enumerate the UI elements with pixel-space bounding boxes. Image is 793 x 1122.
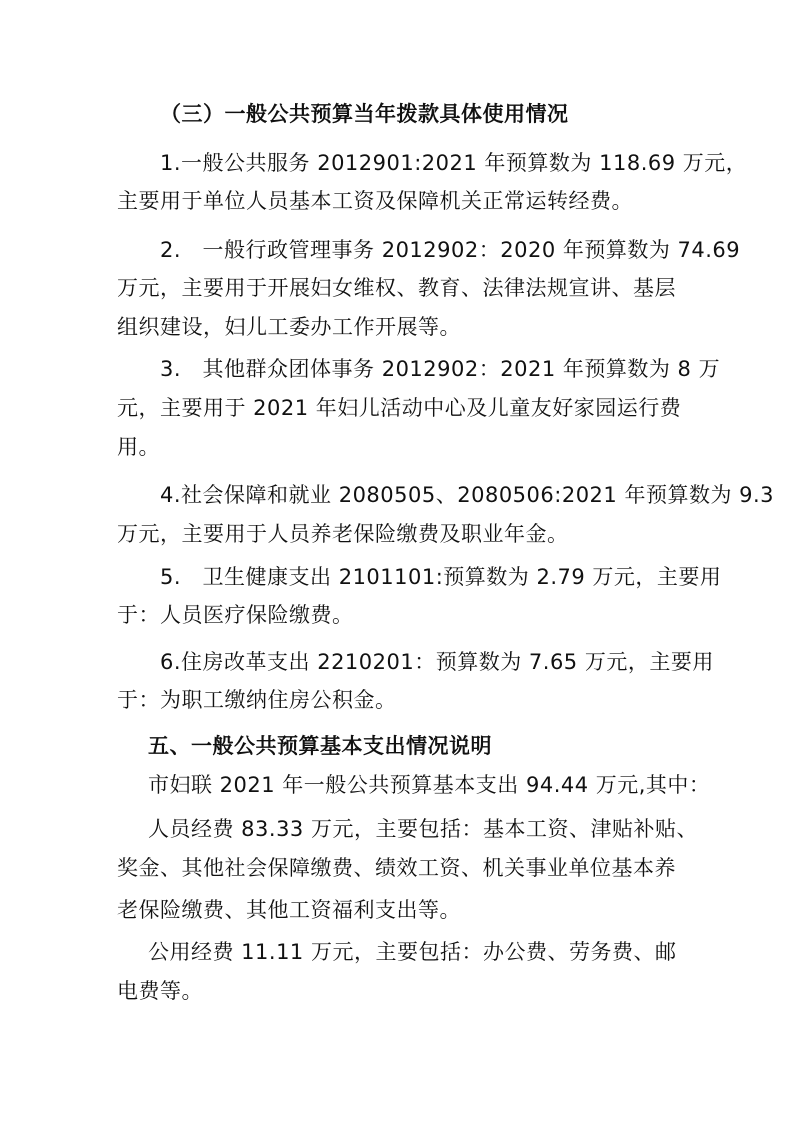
item-2-line-1: 2. 一般行政管理事务 2012902：2020 年预算数为 74.69: [160, 238, 741, 262]
item-2-line-2: 万元，主要用于开展妇女维权、教育、法律法规宣讲、基层: [117, 276, 676, 300]
item-2-line-3: 组织建设，妇儿工委办工作开展等。: [117, 315, 461, 339]
personnel-cost-line-2: 奖金、其他社会保障缴费、绩效工资、机关事业单位基本养: [117, 856, 676, 880]
item-4-line-2: 万元，主要用于人员养老保险缴费及职业年金。: [117, 522, 569, 546]
item-1-line-2: 主要用于单位人员基本工资及保障机关正常运转经费。: [117, 189, 633, 213]
personnel-cost-line-3: 老保险缴费、其他工资福利支出等。: [117, 898, 461, 922]
item-3-line-1: 3. 其他群众团体事务 2012902：2021 年预算数为 8 万: [160, 357, 721, 381]
public-cost-line-1: 公用经费 11.11 万元，主要包括：办公费、劳务费、邮: [148, 940, 677, 964]
personnel-cost-line-1: 人员经费 83.33 万元，主要包括：基本工资、津贴补贴、: [148, 817, 698, 841]
item-3-line-2: 元，主要用于 2021 年妇儿活动中心及儿童友好家园运行费: [117, 396, 682, 420]
item-3-line-3: 用。: [117, 435, 160, 459]
section-heading-basic-expenditure: 五、一般公共预算基本支出情况说明: [148, 734, 492, 758]
item-4-line-1: 4.社会保障和就业 2080505、2080506:2021 年预算数为 9.3: [160, 483, 775, 507]
item-5-line-1: 5. 卫生健康支出 2101101:预算数为 2.79 万元，主要用: [160, 565, 722, 589]
basic-expenditure-summary: 市妇联 2021 年一般公共预算基本支出 94.44 万元,其中：: [148, 773, 711, 797]
item-5-line-2: 于：人员医疗保险缴费。: [117, 603, 354, 627]
item-6-line-1: 6.住房改革支出 2210201：预算数为 7.65 万元，主要用: [160, 650, 714, 674]
item-1-line-1: 1.一般公共服务 2012901:2021 年预算数为 118.69 万元，: [160, 151, 748, 175]
public-cost-line-2: 电费等。: [117, 979, 203, 1003]
section-heading-budget-usage: （三）一般公共预算当年拨款具体使用情况: [160, 102, 569, 126]
item-6-line-2: 于：为职工缴纳住房公积金。: [117, 688, 397, 712]
